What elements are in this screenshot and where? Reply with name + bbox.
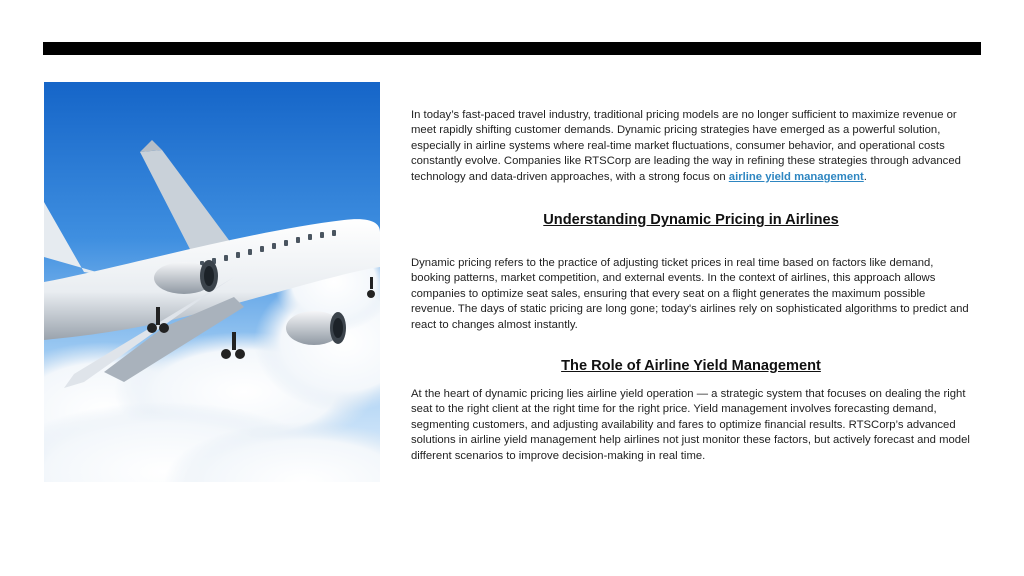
airplane-image [44,82,380,530]
article-content [411,108,971,464]
intro-text-end: . [863,170,867,183]
dynamic-pricing-paragraph: Dynamic pricing refers to the practice of adjusting ticket prices in real time based on factors like demand, booking patterns, market competition, and external events. In the context of airlines, this approach allows companies to optimize seat sales, ensuring that every seat on a flight generates the maximum possible revenue. The days of static pricing are long gone; today's airlines rely on sophisticated algorithms to predict and react to changes almost instantly. [411,257,969,331]
airplane-illustration [44,82,380,530]
intro-text: In today’s fast-paced travel industry, traditional pricing models are no longer sufficient to maximize revenue or meet rapidly shifting customer demands. Dynamic pricing strategies have emerged as a powerful solution, especially in airline systems where real-time market fluctuations, consumer behavior, and operational costs constantly evolve. Companies like RTSCorp are leading the way in refining these strategies through advanced technology and data-driven approaches, with a strong focus on [411,109,961,183]
top-bar [43,42,981,55]
engine-right [286,311,346,345]
intro-paragraph [411,108,971,185]
airline-yield-management-link[interactable]: airline yield management [728,170,864,183]
section-heading-dynamic-pricing: Understanding Dynamic Pricing in Airlines [543,212,839,229]
section-heading-yield-management: The Role of Airline Yield Management [561,358,821,375]
yield-management-paragraph: At the heart of dynamic pricing lies airline yield operation — a strategic system that focuses on dealing the right seat to the right client at the right time for the right price. Yield management involves forecasting demand, segmenting customers, and adjusting availability and fares to optimize financial results. RTSCorp’s advanced solutions in airline yield management help airlines not just monitor these factors, but actively forecast and model different scenarios to improve decision-making in real time. [411,388,970,462]
